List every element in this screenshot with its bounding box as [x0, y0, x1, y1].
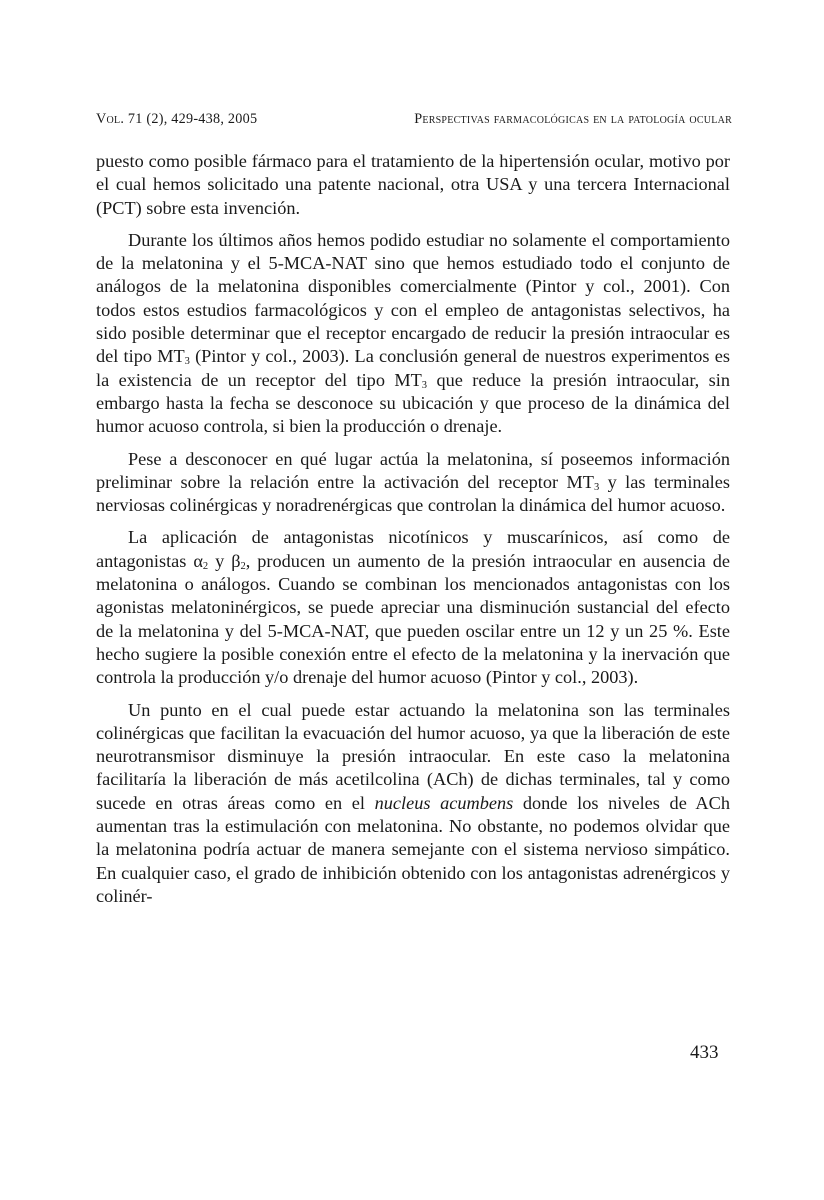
subscript: 2	[202, 560, 209, 572]
article-body	[96, 150, 730, 917]
paragraph-4-text-a: La aplicación de antagonistas nicotínicos y muscarínicos, así como de antagonistas α	[96, 527, 730, 571]
paragraph-2-text-c: que reduce la presión intraocular, sin embargo hasta la fecha se desconoce su ubicación y que proceso de la dinámica del humor acuoso controla, si bien la producción o drenaje.	[96, 369, 730, 437]
paragraph-3	[96, 448, 730, 518]
subscript: 2	[240, 560, 246, 572]
paragraph-2-text-b: (Pintor y col., 2003). La conclusión general de nuestros experimentos es la existencia de un receptor del tipo MT	[96, 346, 730, 390]
subscript: 3	[184, 356, 190, 368]
paragraph-3-text-a: Pese a desconocer en qué lugar actúa la melatonina, sí poseemos información preliminar sobre la relación entre la activación del receptor MT	[96, 448, 730, 492]
paragraph-2	[96, 229, 730, 439]
page-number: 433	[690, 1042, 719, 1063]
journal-citation: Vol. 71 (2), 429-438, 2005	[96, 111, 258, 127]
paragraph-5-text-a: Un punto en el cual puede estar actuando la melatonina son las terminales colinérgicas que facilitan la evacuación del humor acuoso, ya que la liberación de este neurotransmisor disminuye la presión intraocular. En este caso la melatonina facilitaría la liberación de más acetilcolina (ACh) de dichas terminales, tal y como sucede en otras áreas como en el	[96, 699, 730, 813]
subscript: 3	[593, 481, 600, 493]
paragraph-5	[96, 699, 730, 909]
paragraph-4-text-b: y β	[208, 550, 241, 571]
paragraph-1-text: puesto como posible fármaco para el tratamiento de la hipertensión ocular, motivo por el cual hemos solicitado una patente nacional, otra USA y una tercera Internacional (PCT) sobre esta invención.	[96, 151, 730, 218]
subscript: 3	[421, 379, 428, 391]
paragraph-4	[96, 526, 730, 689]
paragraph-1	[96, 150, 730, 220]
paragraph-4-text-c: , producen un aumento de la presión intraocular en ausencia de melatonina o análogos. Cuando se combinan los mencionados antagonistas con los agonistas melatoninérgicos, se puede apreciar una disminución sustancial del efecto de la melatonina y del 5-MCA-NAT, que pueden oscilar entre un 12 y un 25 %. Este hecho sugiere la posible conexión entre el efecto de la melatonina y la inervación que controla la producción y/o drenaje del humor acuoso (Pintor y col., 2003).	[96, 550, 730, 688]
italic-term: nucleus acumbens	[374, 792, 514, 813]
paragraph-2-text-a: Durante los últimos años hemos podido estudiar no solamente el comportamiento de la melatonina y el 5-MCA-NAT sino que hemos estudiado todo el conjunto de análogos de la melatonina disponibles comercialmente (Pintor y col., 2001). Con todos estos estudios farmacológicos y con el empleo de antagonistas selectivos, ha sido posible determinar que el receptor encargado de reducir la presión intraocular es del tipo MT	[96, 229, 730, 367]
paragraph-3-text-b: y las terminales nerviosas colinérgicas y noradrenérgicas que controlan la dinámica del humor acuoso.	[96, 471, 730, 516]
article-short-title: Perspectivas farmacológicas en la patología ocular	[414, 111, 732, 127]
paragraph-5-text-b: donde los niveles de ACh aumentan tras la estimulación con melatonina. No obstante, no podemos olvidar que la melatonina podría actuar de manera semejante con el sistema nervioso simpático. En cualquier caso, el grado de inhibición obtenido con los antagonistas adrenérgicos y colinér-	[96, 792, 730, 906]
